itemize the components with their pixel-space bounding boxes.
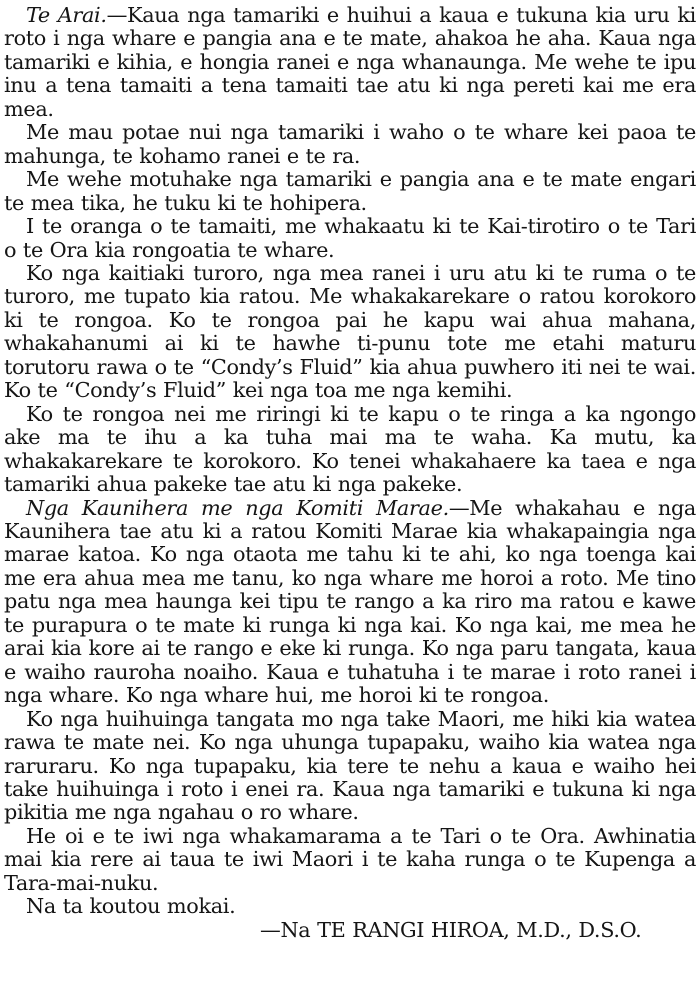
paragraph-kaunihera-intro bbox=[4, 497, 696, 708]
paragraph-potae: Me mau potae nui nga tamariki i waho o te whare kei paoa te mahunga, te kohamo ranei e te ra. bbox=[4, 120, 696, 168]
section-heading-te-arai: Te Arai. bbox=[26, 3, 107, 27]
paragraph-text: —Kaua nga tamariki e huihui a kaua e tukuna kia uru ki roto i nga whare e pangia ana e te mate, ahakoa he aha. Kaua nga tamariki e kihia, e hongia ranei e nga whanaunga. Me wehe te ipu inu a tena tamaiti a tena tamaiti tae atu ki nga pereti kai me era mea. bbox=[4, 3, 696, 121]
paragraph-oranga: I te oranga o te tamaiti, me whakaatu ki te Kai-tirotiro o te Tari o te Ora kia rongoatia te whare. bbox=[4, 214, 696, 262]
paragraph-whakamarama: He oi e te iwi nga whakamarama a te Tari o te Ora. Awhinatia mai kia rere ai taua te iwi Maori i te kaha runga o te Kupenga a Tara-mai-nuku. bbox=[4, 823, 696, 895]
document-page bbox=[4, 4, 696, 942]
paragraph-text: —Me whakahau e nga Kaunihera tae atu ki a ratou Komiti Marae kia whakapaingia nga marae katoa. Ko nga otaota me tahu ki te ahi, ko nga toenga kai me era ahua mea me tanu, ko nga whare me horoi a roto. Me tino patu nga mea haunga kei tipu te rango a ka riro ma ratou e kawe te purapura o te mate ki runga ki nga kai. Ko nga kai, me mea he arai kia kore ai te rango e eke ki runga. Ko nga paru tangata, kaua e waiho rauroha noaiho. Kaua e tuhatuha i te marae i roto ranei i nga whare. Ko nga whare hui, me horoi ki te rongoa. bbox=[4, 495, 696, 708]
paragraph-te-arai-intro bbox=[4, 4, 696, 121]
paragraph-rongoa: Ko te rongoa nei me riringi ki te kapu o te ringa a ka ngongo ake ma te ihu a ka tuha mai ma te waha. Ka mutu, ka whakakarekare te korokoro. Ko tenei whakahaere ka taea e nga tamariki ahua pakeke tae atu ki nga pakeke. bbox=[4, 401, 696, 497]
signature: —Na TE RANGI HIROA, M.D., D.S.O. bbox=[260, 917, 642, 942]
paragraph-huihuinga: Ko nga huihuinga tangata mo nga take Maori, me hiki kia watea rawa te mate nei. Ko nga uhunga tupapaku, waiho kia watea nga raruraru. Ko nga tupapaku, kia tere te nehu a kaua e waiho hei take huihuinga i roto i enei ra. Kaua nga tamariki e tukuna ki nga pikitia me nga ngahau o ro whare. bbox=[4, 706, 696, 825]
closing-line: Na ta koutou mokai. bbox=[26, 894, 236, 919]
paragraph-kaitiaki-turoro: Ko nga kaitiaki turoro, nga mea ranei i uru atu ki te ruma o te turoro, me tupato kia ratou. Me whakakarekare o ratou korokoro ki te rongoa. Ko te rongoa pai he kapu wai ahua mahana, whakahanumi ai ki te hawhe ti-punu tote me etahi maturu torutoru rawa o te “Condy’s Fluid” kia ahua puwhero iti nei te wai. Ko te “Condy’s Fluid” kei nga toa me nga kemihi. bbox=[4, 260, 696, 403]
paragraph-wehe-motuhake: Me wehe motuhake nga tamariki e pangia ana e te mate engari te mea tika, he tuku ki te hohipera. bbox=[4, 167, 696, 215]
section-heading-kaunihera: Nga Kaunihera me nga Komiti Marae. bbox=[26, 495, 449, 520]
